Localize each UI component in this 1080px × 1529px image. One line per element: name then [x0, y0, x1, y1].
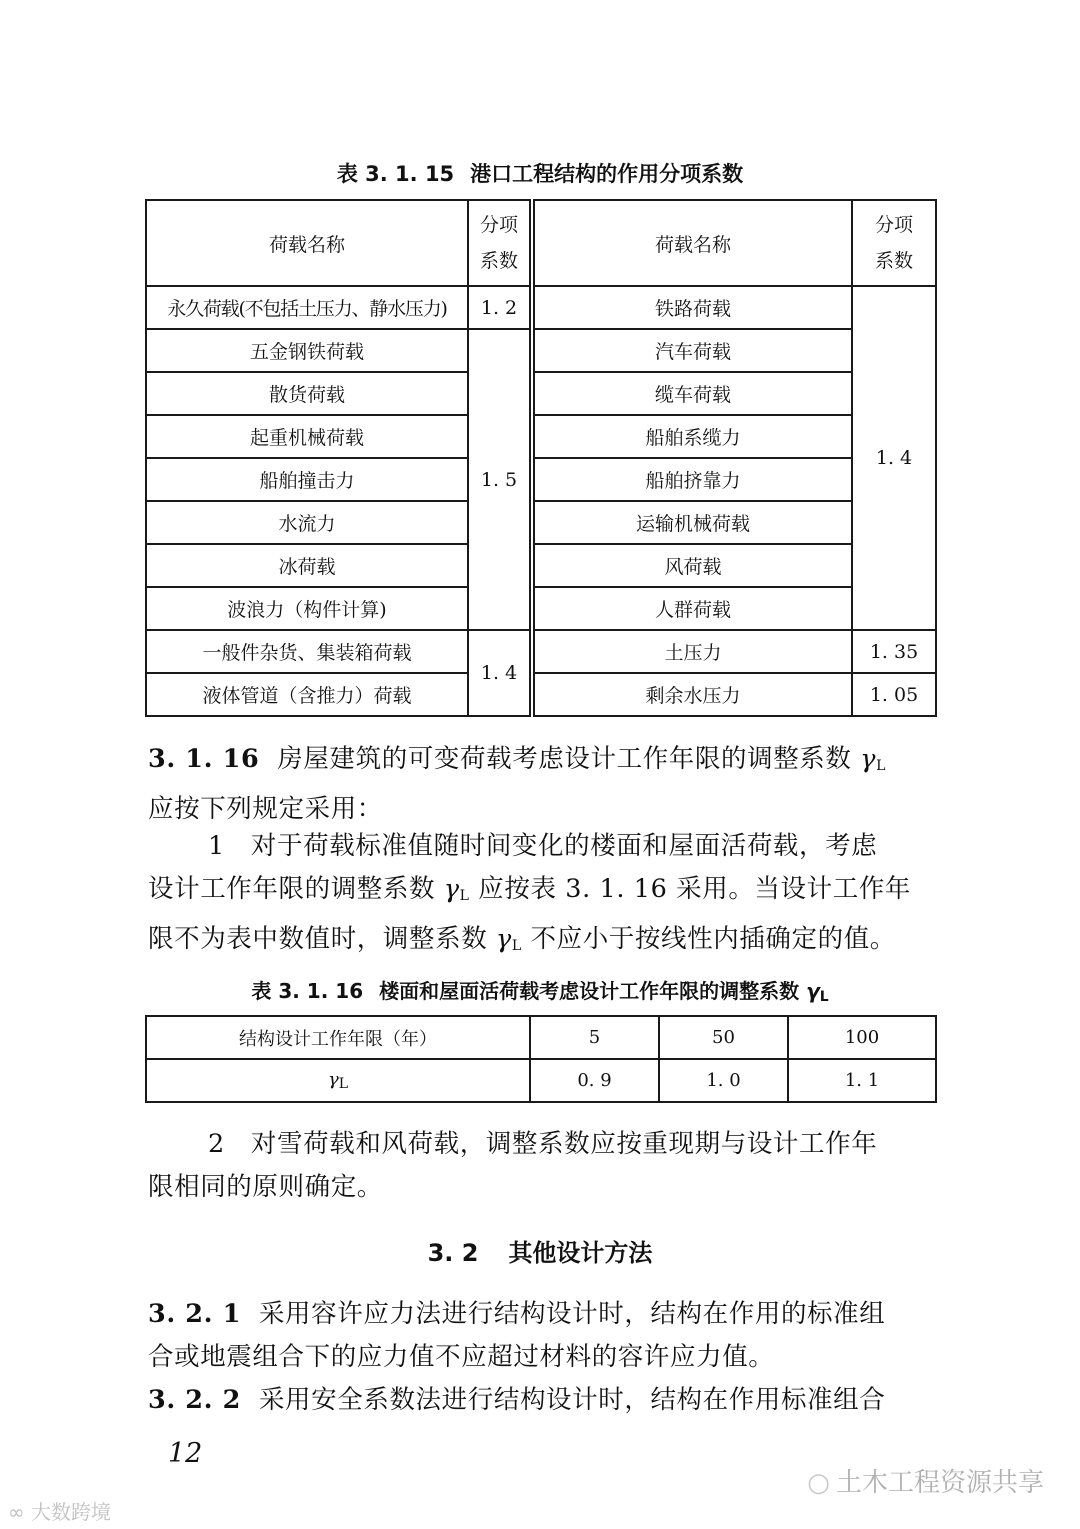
table-row	[146, 501, 936, 544]
table1-caption-number: 表 3. 1. 15	[336, 162, 455, 186]
clause-3-1-16-item-2	[148, 1123, 948, 1209]
header-factor-right	[852, 200, 936, 286]
year-cell: 50	[659, 1016, 788, 1059]
factor-cell: 1. 4	[468, 630, 532, 716]
gamma-symbol: γ	[496, 924, 512, 954]
header-factor-line2: 系数	[479, 250, 518, 272]
design-life-label-cell: 结构设计工作年限（年）	[146, 1016, 530, 1059]
corner-watermark	[8, 1496, 111, 1525]
table1-caption-title: 港口工程结构的作用分项系数	[470, 162, 744, 186]
clause-number: 3. 2. 1	[148, 1299, 241, 1329]
load-name-cell: 人群荷载	[532, 587, 852, 630]
gamma-subscript: L	[819, 989, 829, 1005]
watermark	[807, 1462, 1044, 1499]
page-number: 12	[168, 1438, 203, 1469]
clause-line	[148, 918, 948, 968]
header-load-name-right: 荷载名称	[532, 200, 852, 286]
table-row	[146, 544, 936, 587]
load-name-cell: 缆车荷载	[532, 372, 852, 415]
clause-3-2-2	[148, 1379, 948, 1422]
clause-text: 房屋建筑的可变荷载考虑设计工作年限的调整系数	[277, 744, 852, 774]
load-name-cell: 水流力	[146, 501, 468, 544]
corner-watermark-text: 大数跨境	[31, 1500, 112, 1524]
clause-text: 采用容许应力法进行结构设计时，结构在作用的标准组	[258, 1299, 886, 1329]
factor-cell: 1. 0	[659, 1059, 788, 1102]
load-factor-table	[145, 199, 937, 717]
gamma-subscript: L	[459, 888, 470, 904]
header-load-name-left: 荷载名称	[146, 200, 468, 286]
header-factor-left	[468, 200, 532, 286]
gamma-symbol: γ	[327, 1069, 339, 1090]
factor-cell: 1. 05	[852, 673, 936, 716]
design-life-factor-table	[145, 1015, 937, 1103]
clause-line: 1 对于荷载标准值随时间变化的楼面和屋面活荷载，考虑	[208, 831, 878, 861]
wechat-icon: ○	[807, 1468, 830, 1498]
gamma-symbol: γ	[860, 744, 877, 774]
clause-line: 应按下列规定采用：	[148, 794, 383, 824]
header-factor-line1: 分项	[874, 214, 913, 236]
table2-caption	[0, 975, 1080, 1005]
clause-line: 2 对雪荷载和风荷载，调整系数应按重现期与设计工作年	[208, 1129, 878, 1159]
table-row	[146, 329, 936, 372]
factor-cell: 1. 2	[468, 286, 532, 329]
factor-cell: 1. 4	[852, 286, 936, 630]
year-cell: 100	[788, 1016, 936, 1059]
clause-line	[148, 868, 948, 918]
table-row	[146, 286, 936, 329]
clause-line: 限相同的原则确定。	[148, 1172, 383, 1202]
clause-line	[148, 1379, 948, 1422]
table-header-row	[146, 200, 936, 286]
gamma-symbol: γ	[806, 979, 820, 1003]
clause-text: 不应小于按线性内插确定的值。	[530, 924, 896, 954]
watermark-text: 土木工程资源共享	[835, 1468, 1044, 1498]
table-row	[146, 372, 936, 415]
load-name-cell: 一般件杂货、集装箱荷载	[146, 630, 468, 673]
load-name-cell: 五金钢铁荷载	[146, 329, 468, 372]
load-name-cell: 永久荷载(不包括土压力、静水压力)	[146, 286, 468, 329]
clause-text: 限不为表中数值时，调整系数	[148, 924, 488, 954]
clause-text: 设计工作年限的调整系数	[148, 874, 436, 904]
table-row	[146, 673, 936, 716]
load-name-cell: 液体管道（含推力）荷载	[146, 673, 468, 716]
load-name-cell: 船舶系缆力	[532, 415, 852, 458]
gamma-subscript: L	[876, 758, 886, 774]
year-cell: 5	[530, 1016, 659, 1059]
clause-3-2-1	[148, 1293, 948, 1379]
clause-text: 采用安全系数法进行结构设计时，结构在作用标准组合	[258, 1385, 886, 1415]
clause-line: 合或地震组合下的应力值不应超过材料的容许应力值。	[148, 1342, 775, 1372]
table-row	[146, 415, 936, 458]
table-row	[146, 1059, 936, 1102]
table-row	[146, 630, 936, 673]
gamma-symbol: γ	[443, 874, 460, 904]
load-name-cell: 土压力	[532, 630, 852, 673]
clause-line	[148, 738, 948, 788]
section-number: 3. 2	[427, 1239, 479, 1267]
load-name-cell: 船舶挤靠力	[532, 458, 852, 501]
table-row	[146, 1016, 936, 1059]
clause-number: 3. 2. 2	[148, 1385, 241, 1415]
clause-text: 应按表 3. 1. 16 采用。当设计工作年	[478, 874, 912, 904]
gamma-subscript: L	[511, 938, 522, 954]
load-name-cell: 剩余水压力	[532, 673, 852, 716]
header-factor-line1: 分项	[479, 214, 518, 236]
load-name-cell: 汽车荷载	[532, 329, 852, 372]
factor-cell: 1. 1	[788, 1059, 936, 1102]
load-name-cell: 运输机械荷载	[532, 501, 852, 544]
load-name-cell: 风荷载	[532, 544, 852, 587]
load-name-cell: 铁路荷载	[532, 286, 852, 329]
clause-line	[148, 1293, 948, 1336]
load-name-cell: 波浪力（构件计算)	[146, 587, 468, 630]
loop-icon: ∞	[8, 1500, 25, 1524]
table-row	[146, 587, 936, 630]
factor-cell: 1. 35	[852, 630, 936, 673]
clause-3-1-16-item-1	[148, 825, 948, 968]
gamma-label-cell	[146, 1059, 530, 1102]
table1-caption	[0, 158, 1080, 188]
load-name-cell: 冰荷载	[146, 544, 468, 587]
load-name-cell: 船舶撞击力	[146, 458, 468, 501]
section-heading	[0, 1233, 1080, 1268]
table2-caption-title: 楼面和屋面活荷载考虑设计工作年限的调整系数	[379, 979, 800, 1003]
factor-cell: 1. 5	[468, 329, 532, 630]
factor-cell: 0. 9	[530, 1059, 659, 1102]
clause-3-1-16	[148, 738, 948, 831]
gamma-subscript: L	[338, 1076, 349, 1092]
clause-number: 3. 1. 16	[148, 744, 260, 774]
table2-caption-number: 表 3. 1. 16	[251, 979, 364, 1003]
section-title: 其他设计方法	[508, 1239, 653, 1267]
load-name-cell: 起重机械荷载	[146, 415, 468, 458]
header-factor-line2: 系数	[874, 250, 913, 272]
load-name-cell: 散货荷载	[146, 372, 468, 415]
table-row	[146, 458, 936, 501]
